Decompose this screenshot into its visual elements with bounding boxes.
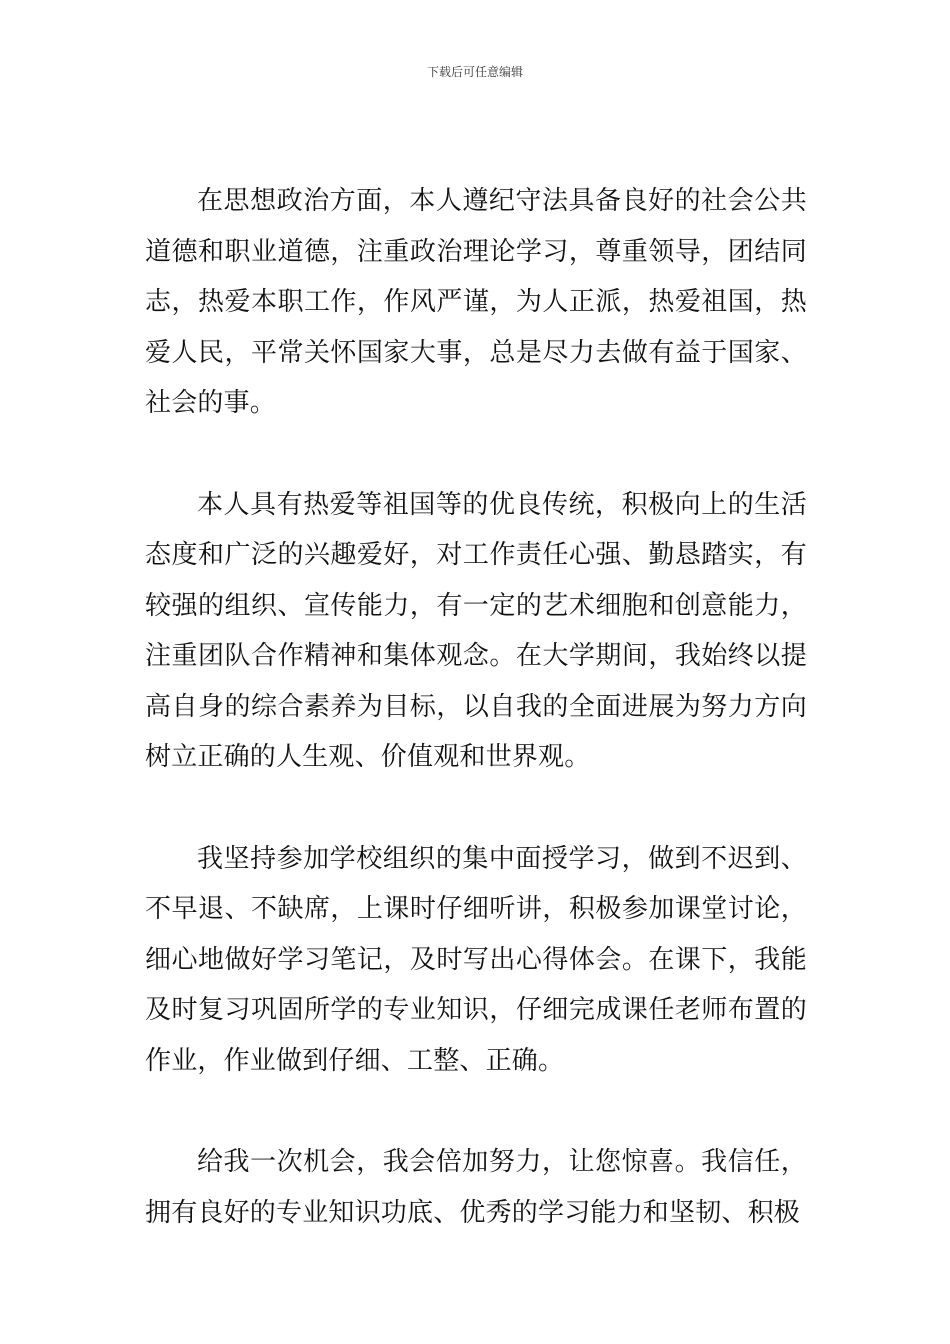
paragraph-study-attitude: 我坚持参加学校组织的集中面授学习，做到不迟到、不早退、不缺席，上课时仔细听讲，积极参加课堂讨论，细心地做好学习笔记，及时写出心得体会。在课下，我能及时复习巩固所学的专业知识，仔细完成课任老师布置的作业，作业做到仔细、工整、正确。 xyxy=(145,843,807,1076)
paragraph-personal-qualities: 本人具有热爱等祖国等的优良传统，积极向上的生活态度和广泛的兴趣爱好，对工作责任心强、勤恳踏实，有较强的组织、宣传能力，有一定的艺术细胞和创意能力，注重团队合作精神和集体观念。在大学期间，我始终以提高自身的综合素养为目标，以自我的全面进展为努力方向树立正确的人生观、价值观和世界观。 xyxy=(145,489,807,772)
page-header-note: 下载后可任意编辑 xyxy=(426,65,523,79)
paragraph-closing-request: 给我一次机会，我会倍加努力，让您惊喜。我信任，拥有良好的专业知识功底、优秀的学习能力和坚韧、积极 xyxy=(145,1147,807,1228)
document-body xyxy=(145,176,807,1289)
paragraph-political-stance: 在思想政治方面，本人遵纪守法具备良好的社会公共道德和职业道德，注重政治理论学习，尊重领导，团结同志，热爱本职工作，作风严谨，为人正派，热爱祖国，热爱人民，平常关怀国家大事，总是尽力去做有益于国家、社会的事。 xyxy=(145,186,807,418)
